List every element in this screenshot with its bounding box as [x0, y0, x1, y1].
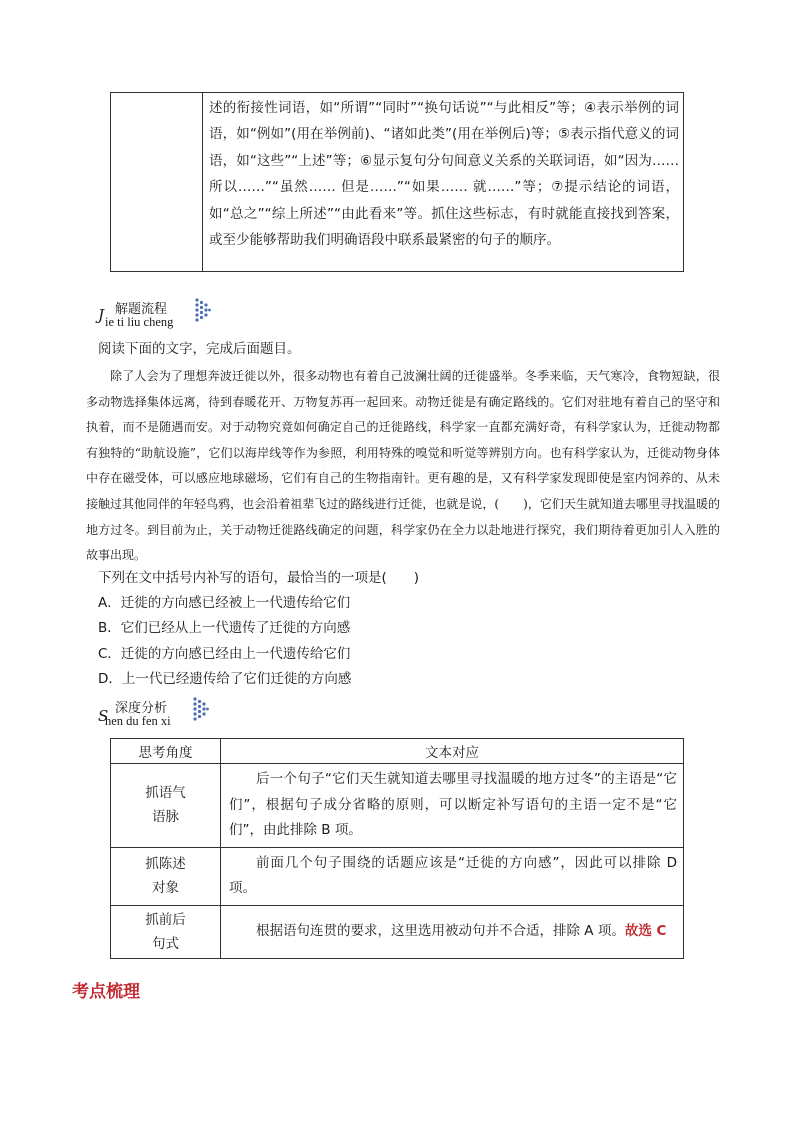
analysis-cell [221, 905, 684, 958]
angle-label: 抓陈述 [145, 856, 186, 872]
angle-label: 句式 [152, 935, 179, 952]
analysis-text: 根据语句连贯的要求，这里选用被动句并不合适，排除 A 项。 [256, 922, 625, 939]
section-header-solving-process [98, 298, 298, 334]
analysis-text: 前面几个句子围绕的话题应该是“迁徙的方向感”，因此可以排除 D 项。 [229, 854, 677, 896]
option-d: D．上一代已经遗传给了它们迁徙的方向感 [98, 671, 352, 687]
option-b: B．它们已经从上一代遗传了迁徙的方向感 [98, 620, 351, 636]
triangle-arrow-icon [195, 298, 211, 324]
option-c: C．迁徙的方向感已经由上一代遗传给它们 [98, 646, 351, 662]
table-row [111, 847, 684, 905]
angle-label: 语脉 [152, 809, 179, 826]
section-header-deep-analysis [98, 697, 298, 733]
column-header: 思考角度 [111, 739, 221, 764]
analysis-table [110, 738, 684, 959]
option-a: A．迁徙的方向感已经被上一代遗传给它们 [98, 595, 351, 611]
answer-highlight: 故选 C [624, 922, 667, 939]
analysis-text: 后一个句子“它们天生就知道去哪里寻找温暖的地方过冬”的主语是“它们”，根据句子成分省略的原则，可以断定补写语句的主语一定不是“它们”，由此排除 B 项。 [229, 771, 677, 838]
top-continuation-table [110, 92, 684, 272]
analysis-cell [221, 847, 684, 905]
angle-label: 对象 [152, 880, 179, 896]
angle-cell [111, 764, 221, 848]
angle-cell [111, 847, 221, 905]
table-cell-text: 述的衔接性词语，如“所谓”“同时”“换句话说”“与此相反”等；④表示举例的词语，如“例如”(用在举例前)、“诸如此类”(用在举例后)等；⑤表示指代意义的词语，如“这些”“上述”等；⑥显示复句分句间意义关系的关联词语，如“因为…… 所以……”“虽然…… 但是……”“如果…… 就……”等；⑦提示结论的词语，如“总之”“综上所述”“由此看来”等。抓住这些标志，有时就能直接找到答案，或至少能够帮助我们明确语段中联系最紧密的句子的顺序。 [209, 100, 679, 249]
analysis-cell [221, 764, 684, 848]
section-cap-letter: J [98, 306, 105, 324]
table-header-row [111, 739, 684, 764]
angle-label: 抓前后 [145, 911, 186, 928]
angle-label: 抓语气 [145, 785, 186, 802]
section-pinyin: ie ti liu cheng [105, 315, 174, 329]
section-cap-letter: S [98, 707, 109, 725]
table-row [111, 905, 684, 958]
reading-passage: 除了人会为了理想奔波迁徙以外，很多动物也有着自己波澜壮阔的迁徙盛举。冬季来临，天气寒冷，食物短缺，很多动物选择集体远离，待到春暖花开、万物复苏再一起回来。动物迁徙是有确定路线的。它们对驻地有着自己的坚守和执着，而不是随遇而安。对于动物究竟如何确定自己的迁徙路线，科学家一直都充满好奇，有科学家认为，迁徙动物都有独特的“助航设施”，它们以海岸线等作为参照，利用特殊的嗅觉和听觉等辨别方向。也有科学家认为，迁徙动物身体中存在磁受体，可以感应地球磁场，它们有自己的生物指南针。更有趣的是，又有科学家发现即使是室内饲养的、从未接触过其他同伴的年轻鸟鸦，也会沿着祖辈飞过的路线进行迁徙，也就是说，( )，它们天生就知道去哪里寻找温暖的地方过冬。到目前为止，关于动物迁徙路线确定的问题，科学家仍在全力以赴地进行探究，我们期待着更加引人入胜的故事出现。 [86, 369, 720, 563]
triangle-arrow-icon [193, 697, 209, 723]
angle-cell [111, 905, 221, 958]
section-title: 深度分析 [115, 701, 168, 716]
question-text: 下列在文中括号内补写的语句，最恰当的一项是( ) [98, 570, 420, 586]
column-header: 文本对应 [221, 739, 684, 764]
instruction-text: 阅读下面的文字，完成后面题目。 [98, 341, 301, 357]
table-divider [202, 93, 203, 271]
section-title: 解题流程 [115, 302, 168, 317]
section-pinyin: hen du fen xi [105, 714, 171, 728]
table-row [111, 764, 684, 848]
section-title-key-points: 考点梳理 [72, 982, 140, 1002]
